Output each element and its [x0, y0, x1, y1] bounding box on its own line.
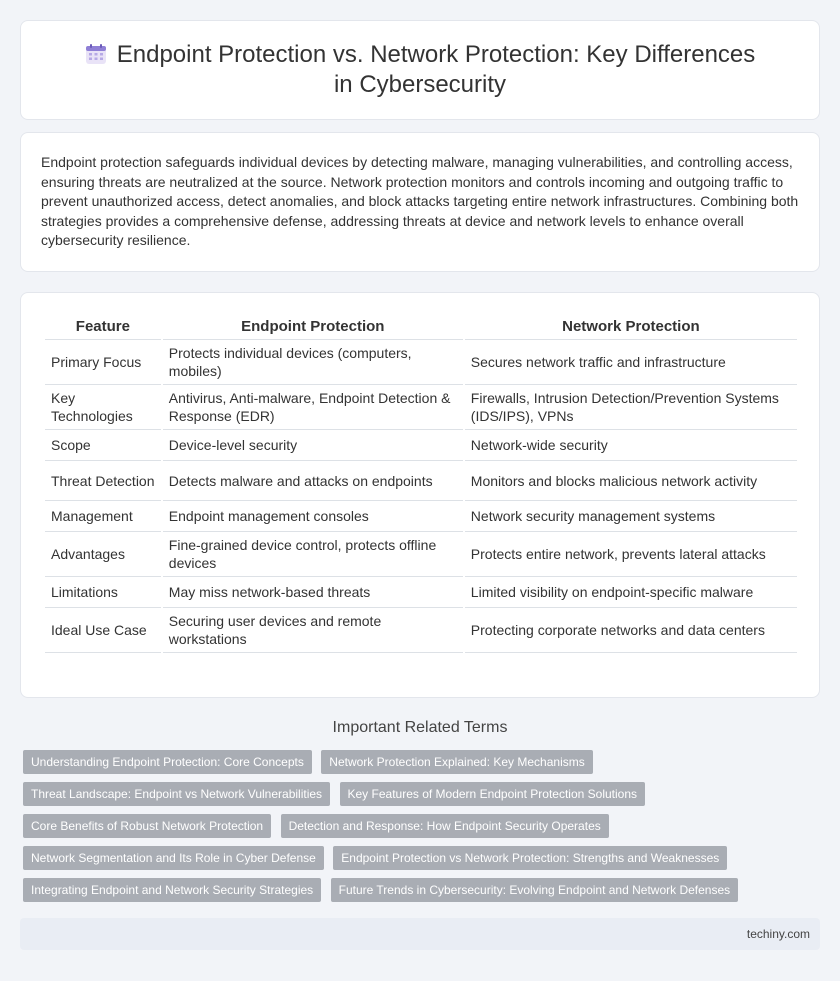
header-endpoint: Endpoint Protection	[163, 313, 463, 340]
related-term-tag[interactable]: Network Segmentation and Its Role in Cyber Defense	[23, 846, 324, 870]
tag-row	[23, 846, 820, 878]
feature-cell: Primary Focus	[45, 340, 161, 385]
feature-cell: Scope	[45, 430, 161, 461]
tag-row	[23, 814, 820, 846]
related-terms-list	[20, 750, 820, 910]
table-row	[45, 532, 797, 577]
intro-text: Endpoint protection safeguards individual devices by detecting malware, managing vulnerabilities, and controlling access, ensuring threats are neutralized at the source. Network protection monitors and controls incoming and outgoing traffic to prevent unauthorized access, detect anomalies, and block attacks targeting entire network infrastructures. Combining both strategies provides a comprehensive defense, addressing threats at device and network levels to enhance overall cybersecurity resilience.	[41, 154, 799, 249]
table-row	[45, 461, 797, 501]
feature-cell: Limitations	[45, 577, 161, 608]
page-title-text: Endpoint Protection vs. Network Protection: Key Differences in Cybersecurity	[116, 41, 756, 98]
related-term-tag[interactable]: Endpoint Protection vs Network Protection: Strengths and Weaknesses	[333, 846, 727, 870]
feature-cell: Ideal Use Case	[45, 608, 161, 653]
header-feature: Feature	[45, 313, 161, 340]
network-cell: Firewalls, Intrusion Detection/Prevention Systems (IDS/IPS), VPNs	[465, 385, 797, 430]
endpoint-cell: Detects malware and attacks on endpoints	[163, 461, 463, 501]
endpoint-cell: Fine-grained device control, protects offline devices	[163, 532, 463, 577]
table-row	[45, 577, 797, 608]
related-term-tag[interactable]: Detection and Response: How Endpoint Security Operates	[281, 814, 609, 838]
title-card	[20, 20, 820, 120]
intro-card	[20, 132, 820, 272]
table-row	[45, 501, 797, 532]
endpoint-cell: Protects individual devices (computers, mobiles)	[163, 340, 463, 385]
footer	[20, 918, 820, 950]
tag-row	[23, 750, 820, 782]
network-cell: Network security management systems	[465, 501, 797, 532]
table-header-row	[45, 313, 797, 340]
tag-row	[23, 782, 820, 814]
related-terms-section	[20, 716, 820, 910]
table-row	[45, 430, 797, 461]
header-network: Network Protection	[465, 313, 797, 340]
related-term-tag[interactable]: Network Protection Explained: Key Mechanisms	[321, 750, 592, 774]
related-term-tag[interactable]: Threat Landscape: Endpoint vs Network Vulnerabilities	[23, 782, 330, 806]
network-cell: Secures network traffic and infrastructure	[465, 340, 797, 385]
table-row	[45, 385, 797, 430]
endpoint-cell: Antivirus, Anti-malware, Endpoint Detection & Response (EDR)	[163, 385, 463, 430]
related-term-tag[interactable]: Understanding Endpoint Protection: Core Concepts	[23, 750, 312, 774]
related-term-tag[interactable]: Future Trends in Cybersecurity: Evolving Endpoint and Network Defenses	[331, 878, 739, 902]
endpoint-cell: Endpoint management consoles	[163, 501, 463, 532]
endpoint-cell: May miss network-based threats	[163, 577, 463, 608]
network-cell: Monitors and blocks malicious network activity	[465, 461, 797, 501]
network-cell: Protects entire network, prevents lateral attacks	[465, 532, 797, 577]
site-link[interactable]: techiny.com	[746, 927, 810, 941]
related-term-tag[interactable]: Key Features of Modern Endpoint Protection Solutions	[340, 782, 646, 806]
feature-cell: Advantages	[45, 532, 161, 577]
calendar-icon	[85, 43, 107, 65]
feature-cell: Management	[45, 501, 161, 532]
comparison-card	[20, 292, 820, 698]
page-title	[80, 40, 760, 100]
network-cell: Network-wide security	[465, 430, 797, 461]
related-term-tag[interactable]: Core Benefits of Robust Network Protection	[23, 814, 271, 838]
network-cell: Limited visibility on endpoint-specific malware	[465, 577, 797, 608]
network-cell: Protecting corporate networks and data centers	[465, 608, 797, 653]
endpoint-cell: Device-level security	[163, 430, 463, 461]
table-row	[45, 340, 797, 385]
feature-cell: Key Technologies	[45, 385, 161, 430]
table-row	[45, 608, 797, 653]
related-term-tag[interactable]: Integrating Endpoint and Network Security Strategies	[23, 878, 321, 902]
comparison-table	[43, 313, 799, 653]
endpoint-cell: Securing user devices and remote workstations	[163, 608, 463, 653]
related-terms-title: Important Related Terms	[332, 719, 508, 736]
tag-row	[23, 878, 820, 910]
feature-cell: Threat Detection	[45, 461, 161, 501]
